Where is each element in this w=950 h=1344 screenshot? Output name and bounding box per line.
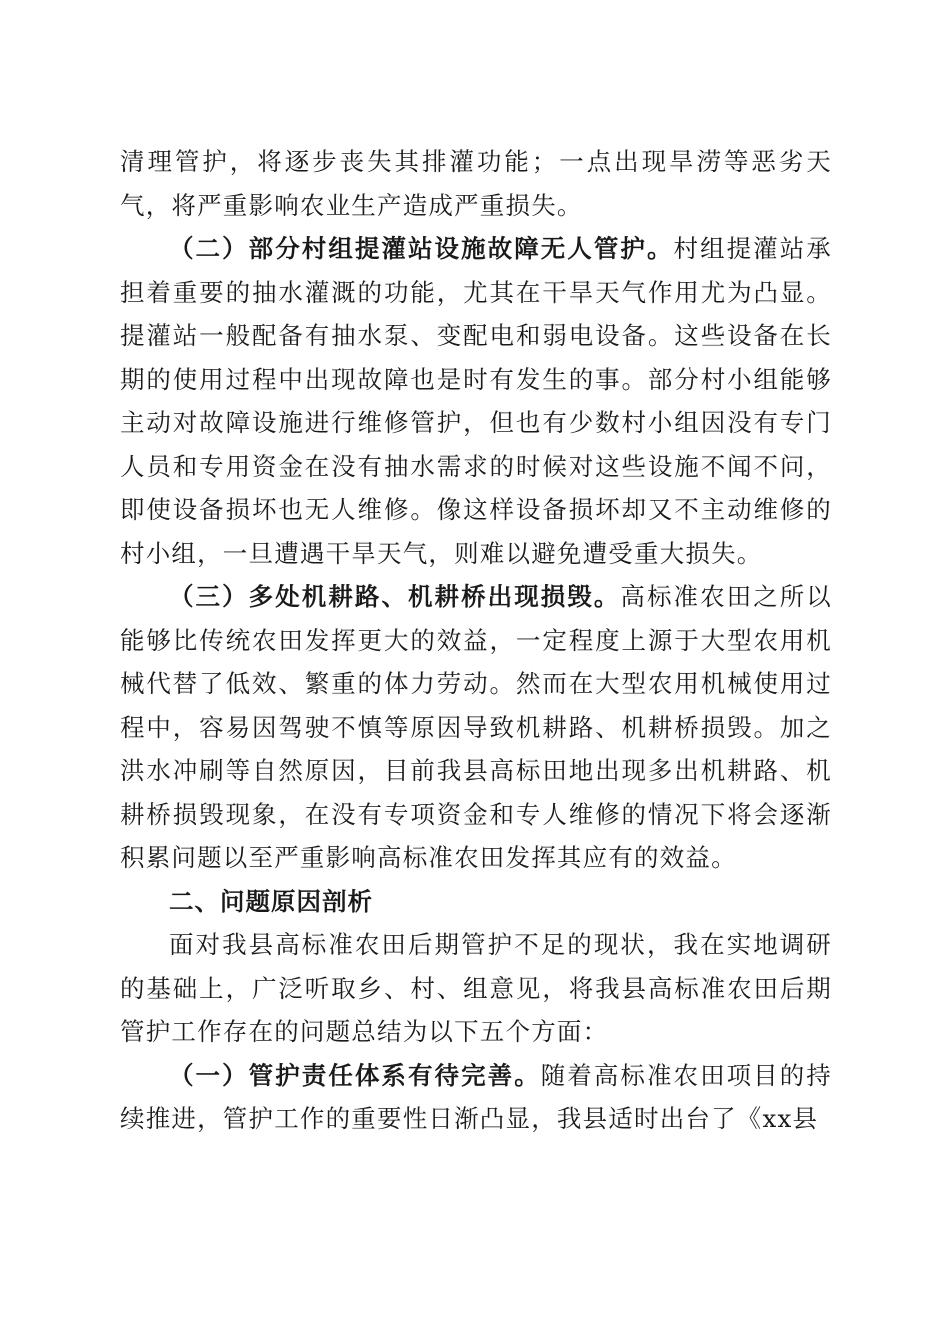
paragraph-text: 清理管护，将逐步丧失其排灌功能；一点出现旱涝等恶劣天气，将严重影响农业生产造成严重损失。 (120, 147, 832, 220)
document-body (120, 140, 832, 1141)
paragraph-continuation (120, 140, 832, 227)
paragraph-irrigation-stations (120, 227, 832, 575)
paragraph-analysis-intro (120, 923, 832, 1054)
paragraph-text: 面对我县高标准农田后期管护不足的现状，我在实地调研的基础上，广泛听取乡、村、组意见，将我县高标准农田后期管护工作存在的问题总结为以下五个方面： (120, 930, 832, 1046)
paragraph-lead-heading: （三）多处机耕路、机耕桥出现损毁。 (169, 582, 621, 611)
paragraph-text: 随着高标准农田项目的持续推进，管护工作的重要性日渐凸显，我县适时出台了《xx县 (120, 1060, 832, 1133)
paragraph-responsibility-system (120, 1054, 832, 1141)
paragraph-text: 高标准农田之所以能够比传统农田发挥更大的效益，一定程度上源于大型农用机械代替了低效、繁重的体力劳动。然而在大型农用机械使用过程中，容易因驾驶不慎等原因导致机耕路、机耕桥损毁。加之洪水冲刷等自然原因，目前我县高标田地出现多出机耕路、机耕桥损毁现象，在没有专项资金和专人维修的情况下将会逐渐积累问题以至严重影响高标准农田发挥其应有的效益。 (120, 582, 832, 872)
paragraph-lead-heading: （二）部分村组提灌站设施故障无人管护。 (169, 234, 674, 263)
paragraph-farm-roads (120, 575, 832, 880)
section-heading: 二、问题原因剖析 (169, 886, 373, 916)
paragraph-text: 村组提灌站承担着重要的抽水灌溉的功能，尤其在干旱天气作用尤为凸显。提灌站一般配备有抽水泵、变配电和弱电设备。这些设备在长期的使用过程中出现故障也是时有发生的事。部分村小组能够主动对故障设施进行维修管护，但也有少数村小组因没有专门人员和专用资金在没有抽水需求的时候对这些设施不闻不问，即使设备损坏也无人维修。像这样设备损坏却又不主动维修的村小组，一旦遭遇干旱天气，则难以避免遭受重大损失。 (120, 234, 832, 568)
paragraph-lead-heading: （一）管护责任体系有待完善。 (169, 1060, 541, 1090)
